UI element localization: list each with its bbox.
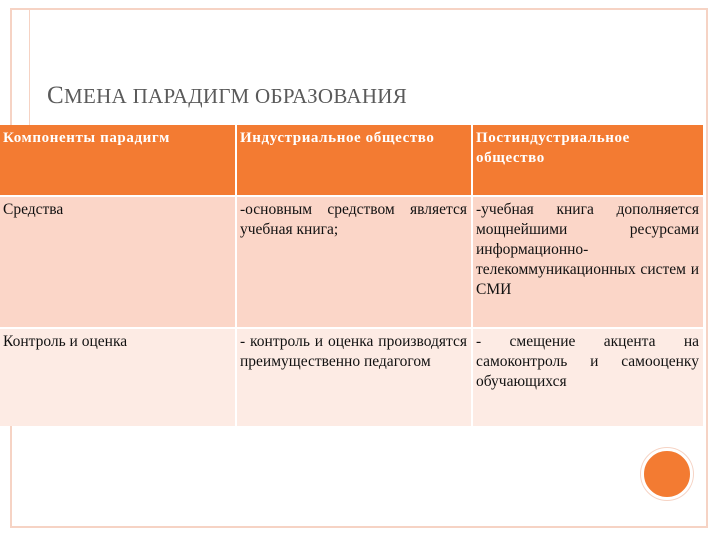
paradigm-table — [0, 125, 703, 426]
header-postindustrial: Постиндустриальное общество — [472, 125, 703, 196]
header-industrial: Индустриальное общество — [236, 125, 472, 196]
table-row — [0, 196, 703, 328]
cell-industrial: - контроль и оценка производятся преимущественно педагогом — [236, 328, 472, 426]
table-row — [0, 328, 703, 426]
cell-component: Средства — [0, 196, 236, 328]
cell-postindustrial: - смещение акцента на самоконтроль и самооценку обучающихся — [472, 328, 703, 426]
cell-component: Контроль и оценка — [0, 328, 236, 426]
decorative-circle — [641, 448, 693, 500]
header-components: Компоненты парадигм — [0, 125, 236, 196]
table-header-row — [0, 125, 703, 196]
slide-title — [47, 82, 407, 110]
title-initial: С — [47, 82, 64, 109]
frame-side-line — [29, 8, 30, 128]
title-rest: МЕНА ПАРАДИГМ ОБРАЗОВАНИЯ — [63, 84, 408, 108]
cell-industrial: -основным средством является учебная книга; — [236, 196, 472, 328]
cell-postindustrial: -учебная книга дополняется мощнейшими ресурсами информационно-телекоммуникационных систем и СМИ — [472, 196, 703, 328]
